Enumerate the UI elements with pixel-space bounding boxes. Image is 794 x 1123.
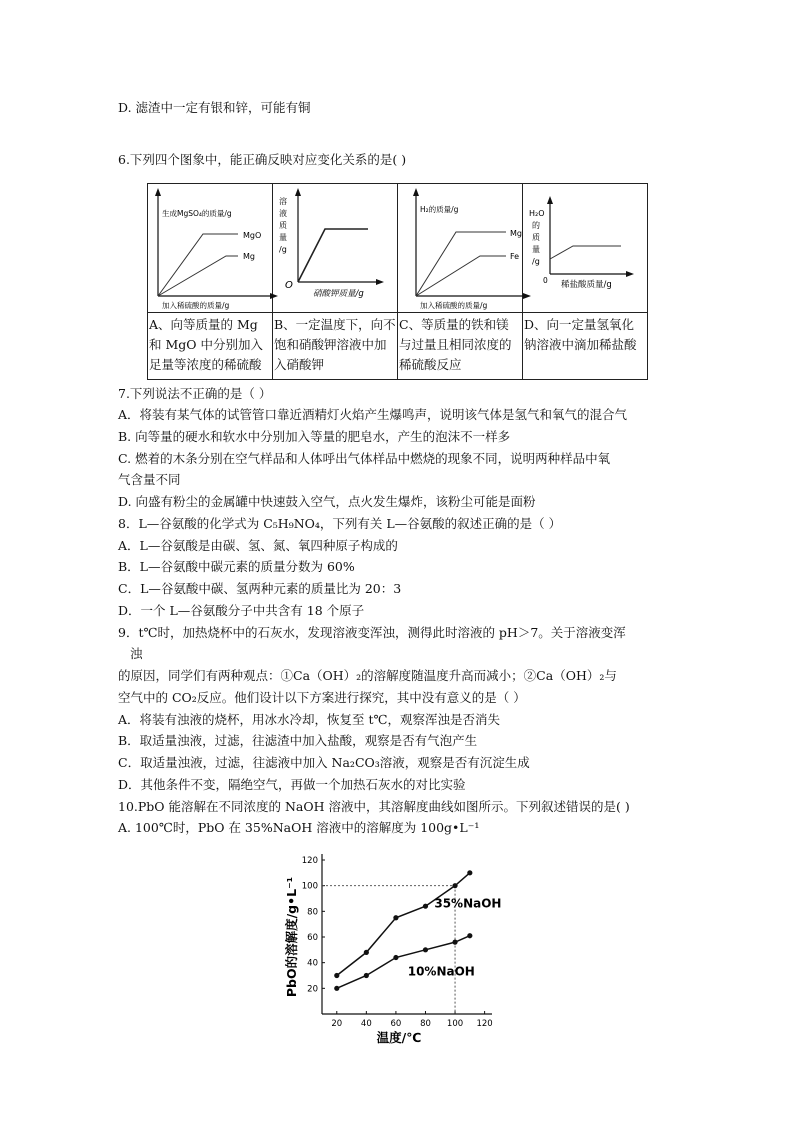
data-point	[364, 973, 369, 978]
q6a-series-mg: Mg	[243, 252, 255, 261]
q6b-origin: O	[285, 280, 293, 291]
q9-stem-line1: 9．t℃时，加热烧杯中的石灰水，发现溶液变浑浊，测得此时溶液的 pH＞7。关于溶液变浑	[118, 625, 626, 640]
q6-graph-a	[148, 184, 284, 312]
q6b-ylabel-3: 量	[279, 233, 287, 242]
q6d-ylabel-2: 质	[532, 233, 540, 242]
q6-option-b: B、一定温度下，向不饱和硝酸钾溶液中加入硝酸钾	[273, 313, 398, 380]
q6d-ylabel-4: /g	[532, 257, 540, 266]
y-tick-label: 120	[301, 856, 318, 866]
solubility-chart	[282, 848, 512, 1048]
q6d-ylabel-0: H₂O	[529, 209, 545, 218]
q6c-ylabel: H₂的质量/g	[420, 205, 459, 214]
y-tick-label: 40	[307, 958, 318, 969]
q9-option-a: A．将装有浊液的烧杯，用冰水冷却，恢复至 t℃，观察浑浊是否消失	[118, 712, 501, 727]
q6-stem: 6.下列四个图象中，能正确反映对应变化关系的是( )	[118, 152, 407, 167]
q8-stem: 8．L—谷氨酸的化学式为 C₅H₉NO₄，下列有关 L—谷氨酸的叙述正确的是（ ）	[118, 516, 562, 531]
x-tick-label: 80	[420, 1019, 431, 1029]
data-point	[452, 883, 457, 888]
q9-option-b: B．取适量浊液，过滤，往滤渣中加入盐酸，观察是否有气泡产生	[118, 733, 478, 748]
data-point	[467, 933, 472, 938]
q10-option-a: A. 100℃时，PbO 在 35%NaOH 溶液中的溶解度为 100g•L⁻¹	[118, 820, 480, 835]
q6a-series-mgo: MgO	[243, 231, 262, 240]
q6b-ylabel-0: 溶	[279, 197, 287, 206]
q9-stem-line4: 空气中的 CO₂反应。他们设计以下方案进行探究，其中没有意义的是（ ）	[118, 690, 526, 705]
q6b-ylabel-4: /g	[279, 245, 287, 254]
q6-graph-b-cell	[273, 184, 398, 313]
q6a-ylabel: 生成MgSO₄的质量/g	[162, 209, 232, 218]
q7-option-a: A．将装有某气体的试管管口靠近酒精灯火焰产生爆鸣声，说明该气体是氢气和氧气的混合气	[118, 407, 628, 422]
x-tick-label: 20	[331, 1019, 343, 1029]
q6-graph-c-cell	[398, 184, 523, 313]
q6-graph-a-cell	[148, 184, 273, 313]
data-point	[467, 870, 472, 875]
y-tick-label: 60	[307, 933, 318, 943]
q8-option-d: D．一个 L—谷氨酸分子中共含有 18 个原子	[118, 603, 365, 618]
q9-stem-line3: 的原因，同学们有两种观点：①Ca（OH）₂的溶解度随温度升高而减小；②Ca（OH）₂与	[118, 668, 617, 683]
q6b-xlabel: 硝酸钾质量/g	[313, 289, 364, 299]
x-tick-label: 60	[390, 1019, 402, 1029]
q6-option-d: D、向一定量氢氧化钠溶液中滴加稀盐酸	[523, 313, 648, 380]
data-point	[423, 947, 428, 952]
chart-axes	[322, 854, 492, 1014]
data-point	[393, 915, 398, 920]
q6-table	[147, 183, 648, 380]
q6-graph-b	[273, 184, 386, 312]
q7-option-c-line2: 气含量不同	[118, 472, 181, 487]
q7-stem: 7.下列说法不正确的是（ ）	[118, 386, 272, 401]
q6c-series-mg: Mg	[510, 229, 522, 238]
q10-stem: 10.PbO 能溶解在不同浓度的 NaOH 溶液中，其溶解度曲线如图所示。下列叙述错误的是( )	[118, 799, 630, 814]
data-point	[334, 973, 339, 978]
q7-option-d: D. 向盛有粉尘的金属罐中快速鼓入空气，点火发生爆炸，该粉尘可能是面粉	[118, 494, 536, 509]
q6d-origin: 0	[543, 276, 548, 285]
y-tick-label: 80	[307, 907, 318, 918]
x-tick-label: 100	[446, 1019, 464, 1029]
q6d-ylabel-3: 量	[532, 245, 540, 254]
data-point	[364, 950, 369, 955]
data-point	[393, 955, 398, 960]
q6-graph-d-cell	[523, 184, 648, 313]
q6c-xlabel: 加入稀硫酸的质量/g	[420, 301, 488, 310]
y-tick-label: 20	[307, 984, 318, 995]
q6c-series-fe: Fe	[510, 252, 520, 261]
q9-option-c: C．取适量浊液，过滤，往滤液中加入 Na₂CO₃溶液，观察是否有沉淀生成	[118, 755, 530, 770]
q6-option-c: C、等质量的铁和镁与过量且相同浓度的稀硫酸反应	[398, 313, 523, 380]
series-label-1: 10%NaOH	[407, 964, 475, 979]
chart-ticks	[302, 856, 493, 1029]
q6d-xlabel: 稀盐酸质量/g	[561, 280, 612, 290]
prev-option-d: D. 滤渣中一定有银和锌，可能有铜	[118, 100, 311, 115]
series-line-0	[337, 873, 470, 976]
x-tick-label: 120	[476, 1019, 493, 1029]
q6b-ylabel-2: 质	[279, 221, 287, 230]
q7-option-b: B. 向等量的硬水和软水中分别加入等量的肥皂水，产生的泡沫不一样多	[118, 429, 511, 444]
q8-option-c: C．L—谷氨酸中碳、氢两种元素的质量比为 20：3	[118, 581, 402, 596]
q6d-ylabel-1: 的	[532, 221, 540, 230]
q8-option-b: B．L—谷氨酸中碳元素的质量分数为 60%	[118, 559, 355, 574]
q6b-ylabel-1: 液	[279, 209, 287, 218]
q6-option-a: A、向等质量的 Mg 和 MgO 中分别加入足量等浓度的稀硫酸	[148, 313, 273, 380]
data-point	[423, 904, 428, 909]
q7-option-c-line1: C. 燃着的木条分别在空气样品和人体呼出气体样品中燃烧的现象不同，说明两种样品中氧	[118, 451, 611, 466]
series-line-1	[337, 936, 470, 989]
x-tick-label: 40	[360, 1019, 372, 1029]
data-point	[452, 940, 457, 945]
q9-stem-line2: 浊	[130, 646, 143, 661]
q8-option-a: A．L—谷氨酸是由碳、氢、氮、氧四种原子构成的	[118, 538, 398, 553]
y-axis-label: PbO的溶解度/g•L⁻¹	[284, 876, 299, 998]
q6a-xlabel: 加入稀硫酸的质量/g	[162, 301, 230, 310]
series-label-0: 35%NaOH	[434, 896, 502, 911]
x-axis-label: 温度/℃	[376, 1030, 422, 1045]
y-tick-label: 100	[301, 881, 318, 892]
q6-graph-c	[398, 184, 534, 312]
q6-graph-d	[523, 184, 636, 312]
data-point	[334, 986, 339, 991]
q9-option-d: D．其他条件不变，隔绝空气，再做一个加热石灰水的对比实验	[118, 777, 466, 792]
